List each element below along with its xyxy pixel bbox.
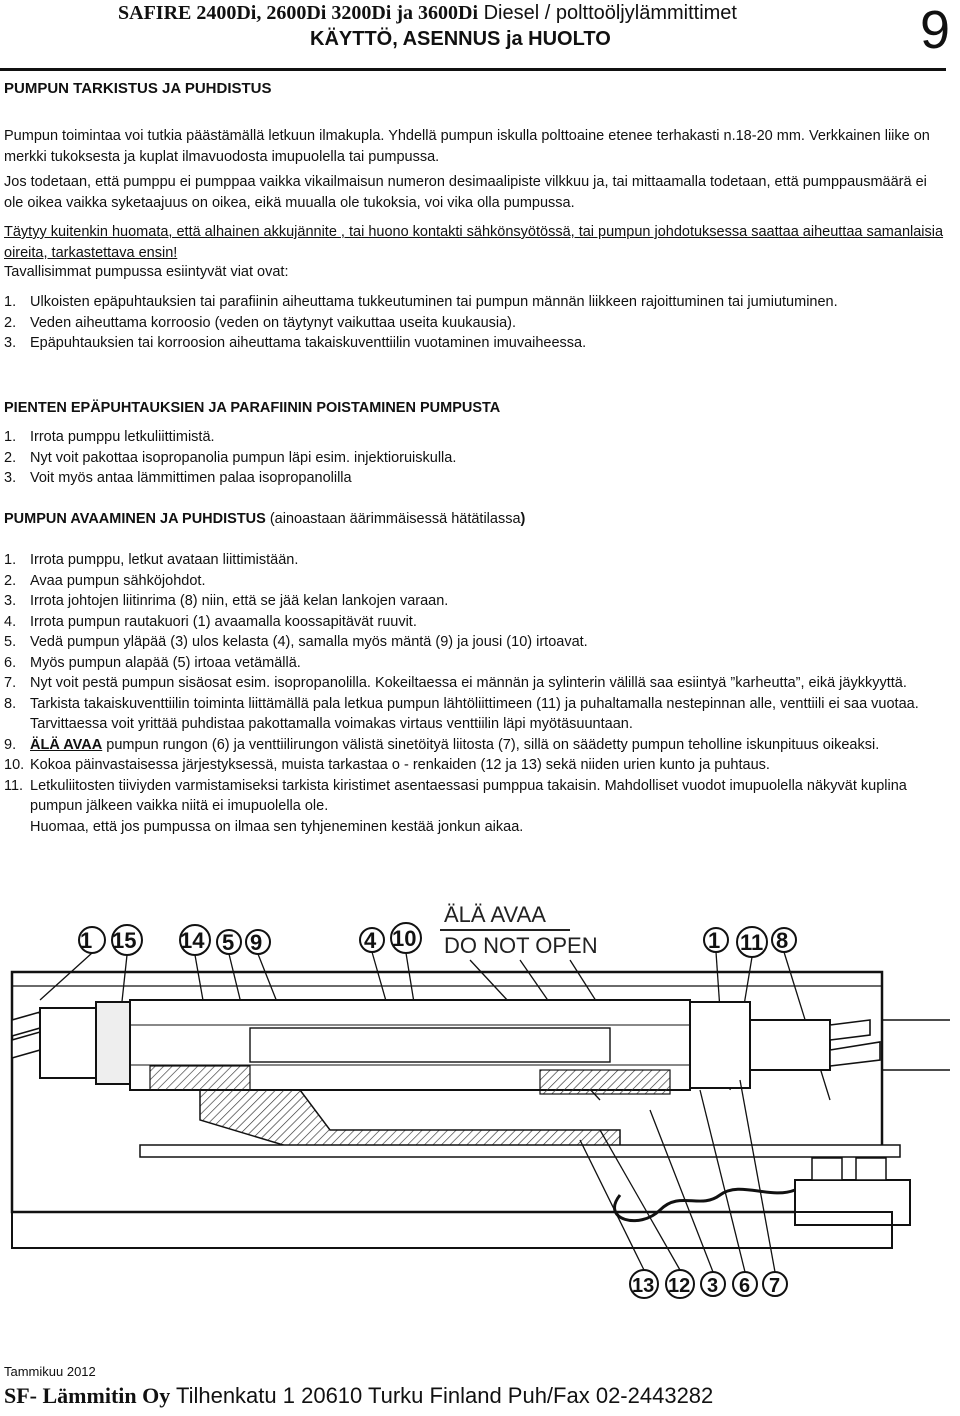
model-line: SAFIRE 2400Di, 2600Di 3200Di ja 3600Di [118,2,479,24]
paragraph-air-bubble: Pumpun toimintaa voi tutkia päästämällä letkuun ilmakupla. Yhdellä pumpun iskulla polttoaine etenee terhakasti n.18-20 mm. Verkkainen liike on merkki tukoksesta ja kuplat ilmavuodosta imupuolella tai pumpussa. [4,128,930,165]
warning-label-en: DO NOT OPEN [444,933,598,958]
header-rule [0,68,946,71]
callout-1: 1 [80,928,93,953]
callout-8: 8 [776,928,789,953]
callout-15: 15 [112,928,137,953]
paragraph-common-faults: Tavallisimmat pumpussa esiintyvät viat ovat: [4,264,289,280]
list-item: 3. Epäpuhtauksien tai korroosion aiheuttama takaiskuventtiilin vuotaminen imuvaiheessa. [4,335,587,351]
list-item: 9. ÄLÄ AVAA pumpun rungon (6) ja venttiilirungon välistä sinetöityä liitosta (7), sillä on säädetty pumpun teholline iskunpituus oikeaksi. [4,736,880,753]
callout-13: 13 [632,1275,655,1297]
list-item: 1. Irrota pumppu, letkut avataan liittimistään. [4,552,299,568]
paragraph-warning-voltage: Täytyy kuitenkin huomata, että alhainen akkujännite , tai huono kontakti sähkönsyötössä, tai pumpun johdotuksessa saattaa aiheuttaa samanlaisia oireita, tarkastettava ensin! [4,224,944,261]
list-item: 6. Myös pumpun alapää (5) irtoaa vetämällä. [4,654,301,671]
pump-cross-section-diagram [0,890,960,1310]
list-item: 1. Irrota pumppu letkuliittimistä. [4,429,215,445]
warning-label-fi: ÄLÄ AVAA [444,902,546,927]
section-title-paraffin-removal: PIENTEN EPÄPUHTAUKSIEN JA PARAFIININ POISTAMINEN PUMPUSTA [4,400,501,416]
callout-6: 6 [739,1275,751,1297]
callout-4: 4 [364,928,377,953]
section-title-pump-opening: PUMPUN AVAAMINEN JA PUHDISTUS (ainoastaan äärimmäisessä hätätilassa) [4,511,526,527]
list-item: 7. Nyt voit pestä pumpun sisäosat esim. isopropanolilla. Kokeiltaessa ei männän ja sylinterin välillä saa esiintyä ”karheutta”, eikä jäykkyyttä. [4,675,907,691]
list-item: 2. Avaa pumpun sähköjohdot. [4,572,206,589]
document-subtitle: KÄYTTÖ, ASENNUS ja HUOLTO [310,28,611,50]
footer-company [4,1383,713,1409]
removal-step-list [4,427,944,489]
list-item: 10. Kokoa päinvastaisessa järjestyksessä, muista tarkastaa o - renkaiden (12 ja 13) sekä niiden urien kunto ja puhtaus. [4,757,770,773]
callout-14: 14 [180,928,205,953]
fault-list [4,292,944,354]
section-title-pump-check: PUMPUN TARKISTUS JA PUHDISTUS [4,80,272,97]
list-item: 8. Tarkista takaiskuventtiilin toiminta liittämällä pala letkua pumpun lähtöliittimeen (11) ja puhaltamalla nestepinnan alle, venttiili ei saa vuotaa. Tarvittaessa voit yrittää puhdistaa pakottamalla voimakas virtaus venttiilin läpi myötäsuuntaan. [4,695,919,732]
callout-3: 3 [707,1275,719,1297]
list-item: 2. Veden aiheuttama korroosio (veden on täytynyt vaikuttaa useita kuukausia). [4,314,517,331]
footer-date: Tammikuu 2012 [4,1364,96,1379]
callout-1b: 1 [708,928,721,953]
page-number: 9 [919,0,950,60]
callout-7: 7 [769,1275,781,1297]
product-line: Diesel / polttoöljylämmittimet [478,2,737,24]
callout-5: 5 [222,930,235,955]
callout-10: 10 [392,926,417,951]
document-header [118,2,737,25]
list-item: 3. Voit myös antaa lämmittimen palaa isopropanolilla [4,470,352,486]
list-item: 5. Vedä pumpun yläpää (3) ulos kelasta (4), samalla myös mäntä (9) ja jousi (10) irtoavat. [4,634,588,650]
list-item: 4. Irrota pumpun rautakuori (1) avaamalla koossapitävät ruuvit. [4,613,417,630]
company-name: SF- Lämmitin Oy [4,1383,171,1408]
list-item: 3. Irrota johtojen liitinrima (8) niin, että se jää kelan lankojen varaan. [4,593,449,609]
company-address: Tilhenkatu 1 20610 Turku Finland Puh/Fax 02-2443282 [170,1383,714,1408]
list-item: Huomaa, että jos pumpussa on ilmaa sen tyhjeneminen kestää jonkun aikaa. [30,818,524,835]
callout-11: 11 [740,930,764,955]
callout-9: 9 [250,930,263,955]
list-item: 11. Letkuliitosten tiiviyden varmistamiseksi tarkista kiristimet asentaessasi pumppua takaisin. Mahdolliset vuodot imupuolella näkyvät kuplina pumpun jälkeen vaikka niitä ei imupuolella ole. [4,777,907,814]
list-item: 1. Ulkoisten epäpuhtauksien tai parafiinin aiheuttama tukkeutuminen tai pumpun männän liikkeen rajoittuminen tai jumiutuminen. [4,294,838,310]
opening-step-list [4,550,944,837]
paragraph-pump-fault: Jos todetaan, että pumppu ei pumppaa vaikka vikailmaisun numeron desimaalipiste vilkkuu ja, tai mittaamalla todetaan, että pumppausmäärä ei ole oikea vaikka syketaajuus on oikea, eikä muualla ole tukoksia, voi vika olla pumpussa. [4,174,927,211]
warning-do-not-open: ÄLÄ AVAA [30,736,103,753]
list-item: 2. Nyt voit pakottaa isopropanolia pumpun läpi esim. injektioruiskulla. [4,449,457,466]
callout-12: 12 [668,1275,691,1297]
